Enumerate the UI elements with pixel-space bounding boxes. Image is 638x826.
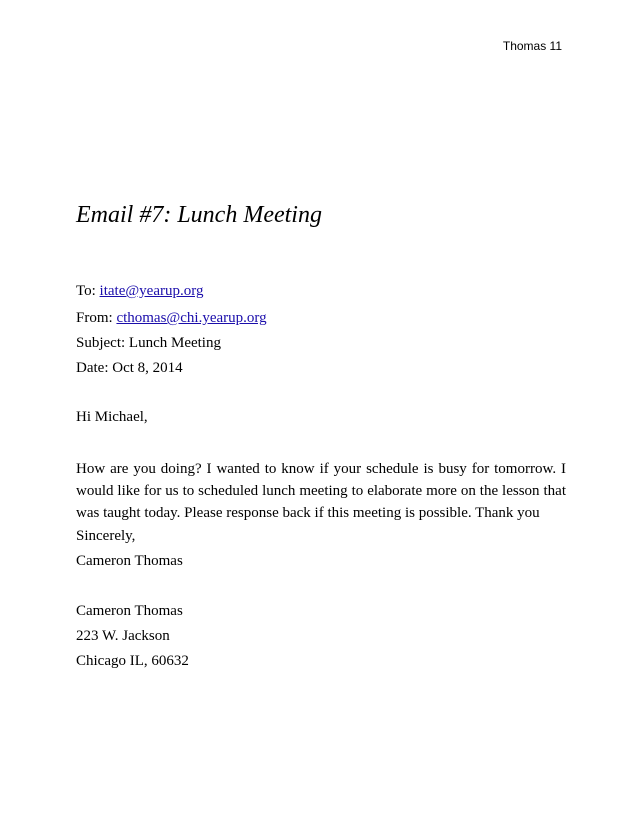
greeting: Hi Michael, xyxy=(76,409,148,425)
from-email-link[interactable]: cthomas@chi.yearup.org xyxy=(116,310,267,326)
signature-street: 223 W. Jackson xyxy=(76,628,170,644)
page-header: Thomas 11 xyxy=(502,39,562,53)
from-line xyxy=(76,310,267,327)
signature-name: Cameron Thomas xyxy=(76,603,183,619)
to-line xyxy=(76,283,203,300)
signature-city: Chicago IL, 60632 xyxy=(76,653,189,669)
date-line: Date: Oct 8, 2014 xyxy=(76,360,183,376)
from-label: From: xyxy=(76,310,117,326)
subject-line: Subject: Lunch Meeting xyxy=(76,335,221,351)
email-body: How are you doing? I wanted to know if your schedule is busy for tomorrow. I would like for us to scheduled lunch meeting to elaborate more on the lesson that was taught today. Please response back if this meeting is possible. Thank you xyxy=(76,461,566,521)
email-title: Email #7: Lunch Meeting xyxy=(76,202,322,228)
closing-name: Cameron Thomas xyxy=(76,553,183,569)
to-email-link[interactable]: itate@yearup.org xyxy=(99,283,204,299)
closing: Sincerely, xyxy=(76,528,136,544)
to-label: To: xyxy=(76,283,100,299)
